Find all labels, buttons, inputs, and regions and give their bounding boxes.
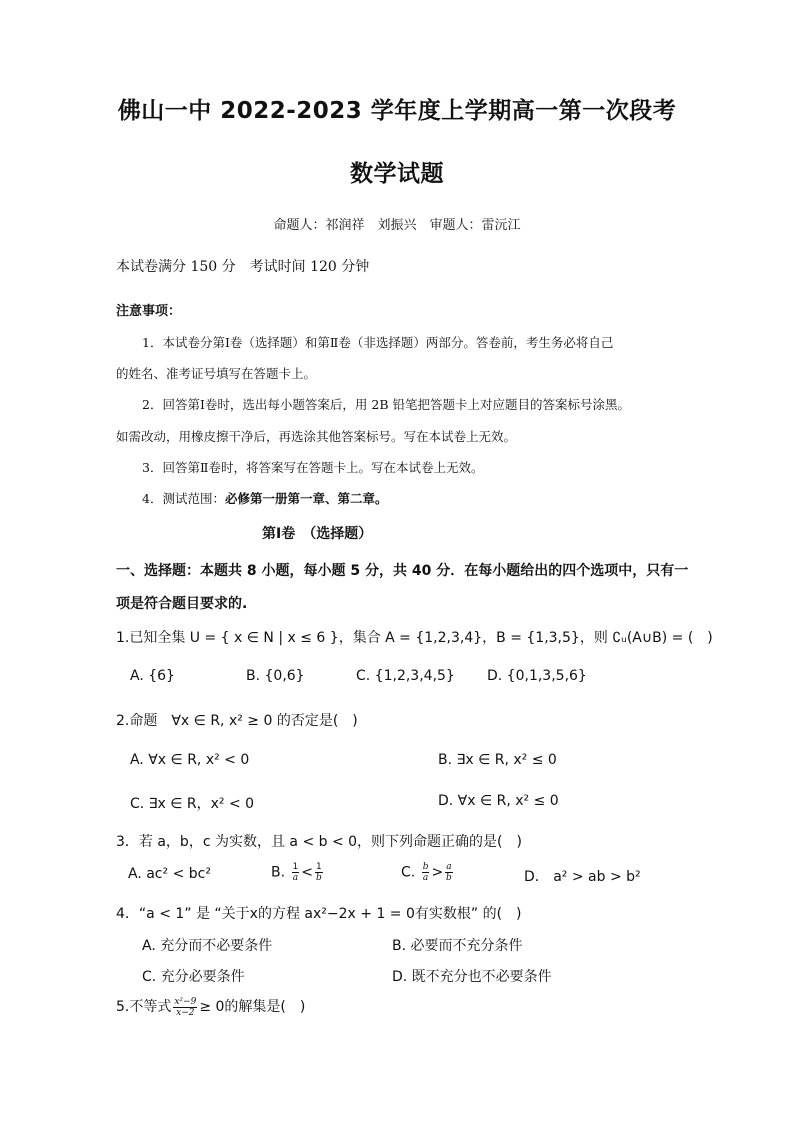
question-1-option-a: A. {6} [130, 668, 175, 684]
question-2-stem: 2.命题 ∀x ∈ R, x² ≥ 0 的否定是( ) [116, 713, 358, 729]
question-3-option-c: C. $\frac{b}{a}$ > $\frac{a}{b}$ [401, 862, 452, 883]
question-5-stem-suffix: ≥ 0的解集是( ) [199, 999, 306, 1015]
question-5-stem [116, 996, 305, 1018]
part-1-line-1: 一、选择题：本题共 8 小题，每小题 5 分，共 40 分．在每小题给出的四个选项中，只有一 [116, 563, 689, 579]
question-2-option-c: C. ∃x ∈ R，x² < 0 [130, 796, 255, 812]
exam-subtitle: 数学试题 [350, 161, 444, 187]
fraction-inequality: $\frac{\text{x²−9}}{x-2}$ [174, 996, 197, 1018]
exam-info: 本试卷满分 150 分 考试时间 120 分钟 [116, 259, 370, 275]
question-1-stem: 1.已知全集 U = { x ∈ N | x ≤ 6 }，集合 A = {1,2,3,4}，B = {1,3,5}，则 ∁ᵤ(A∪B) = ( ) [116, 630, 713, 646]
question-4-stem: 4．“a < 1” 是 “关于x的方程 ax²−2x + 1 = 0有实数根” 的( ) [116, 906, 522, 922]
notice-item-1-line-1: 1．本试卷分第Ⅰ卷（选择题）和第Ⅱ卷（非选择题）两部分。答卷前，考生务必将自己 [142, 335, 614, 350]
fraction-one-over-b: $\frac{1}{b}$ [315, 862, 322, 883]
question-4-option-a: A. 充分而不必要条件 [142, 938, 273, 954]
question-3-stem: 3．若 a，b，c 为实数，且 a < b < 0，则下列命题正确的是( ) [116, 834, 522, 850]
question-3-option-d: D． a² > ab > b² [524, 869, 641, 885]
notice-heading: 注意事项： [116, 304, 182, 319]
notice-item-2-line-2: 如需改动，用橡皮擦干净后，再选涂其他答案标号。写在本试卷上无效。 [116, 429, 517, 444]
question-4-option-c: C. 充分必要条件 [142, 969, 245, 985]
fraction-one-over-a: $\frac{1}{a}$ [292, 862, 299, 883]
question-3-option-a: A. ac² < bc² [128, 866, 211, 882]
question-3-option-b-label: B. [271, 864, 286, 881]
question-1-option-c: C. {1,2,3,4,5} [356, 668, 455, 684]
question-4-option-d: D. 既不充分也不必要条件 [392, 969, 552, 985]
question-4-option-b: B. 必要而不充分条件 [392, 938, 523, 954]
question-3-option-c-label: C. [401, 864, 416, 881]
question-2-option-b: B. ∃x ∈ R, x² ≤ 0 [438, 752, 557, 768]
fraction-b-over-a: $\frac{b}{a}$ [422, 862, 429, 883]
notice-item-3: 3．回答第Ⅱ卷时，将答案写在答题卡上。写在本试卷上无效。 [142, 460, 484, 475]
question-5-stem-prefix: 5.不等式 [116, 999, 172, 1015]
exam-title: 佛山一中 2022-2023 学年度上学期高一第一次段考 [117, 98, 677, 124]
fraction-a-over-b: $\frac{a}{b}$ [445, 862, 452, 883]
question-1-option-b: B. {0,6} [246, 668, 305, 684]
notice-item-2-line-1: 2．回答第Ⅰ卷时，选出每小题答案后，用 2B 铅笔把答题卡上对应题目的答案标号涂黑。 [142, 397, 630, 412]
section-1-title: 第Ⅰ卷 （选择题） [262, 526, 373, 542]
question-2-option-a: A. ∀x ∈ R, x² < 0 [130, 752, 250, 768]
authors-line: 命题人：祁润祥 刘振兴 审题人：雷沅江 [273, 218, 521, 233]
notice-item-1-line-2: 的姓名、准考证号填写在答题卡上。 [116, 366, 317, 381]
question-2-option-d: D. ∀x ∈ R, x² ≤ 0 [438, 793, 559, 809]
notice-item-4 [142, 489, 387, 507]
question-3-option-b: B. $\frac{1}{a}$ < $\frac{1}{b}$ [271, 862, 322, 883]
part-1-line-2: 项是符合题目要求的. [116, 596, 248, 612]
notice-item-4-prefix: 4．测试范围： [142, 491, 225, 506]
question-1-option-d: D. {0,1,3,5,6} [487, 668, 587, 684]
notice-item-4-scope: 必修第一册第一章、第二章。 [224, 491, 388, 506]
